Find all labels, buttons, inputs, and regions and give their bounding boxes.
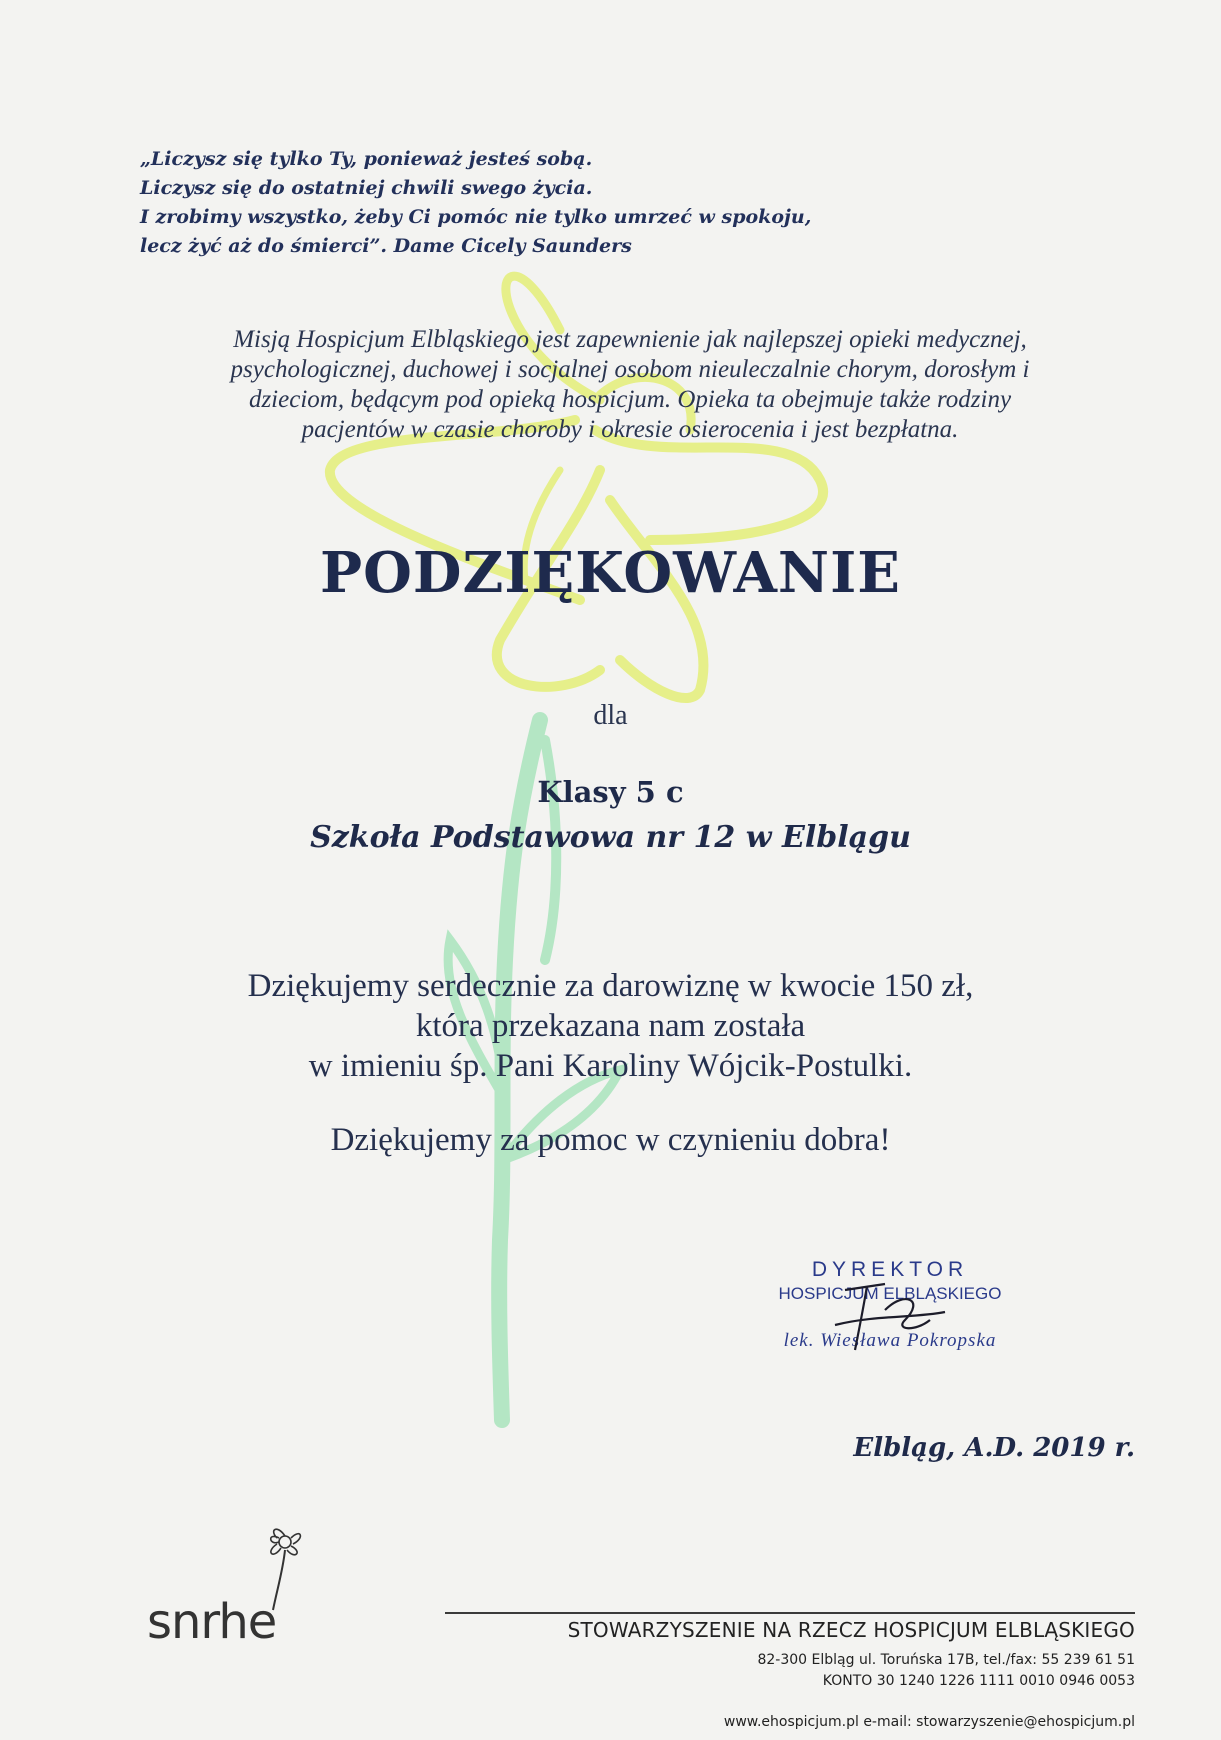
mission-line: psychologicznej, duchowej i socjalnej osobom nieuleczalnie chorym, dorosłym i (230, 356, 1030, 383)
quote-line: lecz żyć aż do śmierci”. Dame Cicely Saunders (140, 235, 632, 257)
quote-block (140, 145, 1000, 261)
recipient-school: Szkoła Podstawowa nr 12 w Elblągu (310, 820, 911, 855)
thanks-line: Dziękujemy serdecznie za darowiznę w kwocie 150 zł, (247, 968, 974, 1004)
signature-scribble (815, 1270, 955, 1360)
footer-contact: www.ehospicjum.pl e-mail: stowarzyszenie@ehospicjum.pl (723, 1714, 1135, 1730)
for-label: dla (593, 700, 628, 731)
closing-thanks: Dziękujemy za pomoc w czynieniu dobra! (330, 1122, 891, 1158)
footer-account: KONTO 30 1240 1226 1111 0010 0946 0053 (822, 1673, 1135, 1689)
mission-line: Misją Hospicjum Elbląskiego jest zapewnienie jak najlepszej opieki medycznej, (233, 326, 1027, 353)
thanks-line: która przekazana nam została (415, 1008, 806, 1044)
footer (430, 1618, 1135, 1730)
stamp-org: HOSPICJUM ELBLĄSKIEGO (778, 1284, 1002, 1303)
recipient-class: Klasy 5 c (537, 775, 684, 809)
mission-line: pacjentów w czasie choroby i okresie osierocenia i jest bezpłatna. (301, 416, 959, 443)
stamp-name: lek. Wiesława Pokropska (783, 1330, 997, 1351)
thanks-text (0, 966, 1221, 1086)
footer-divider (445, 1612, 1135, 1614)
mission-line: dzieciom, będącym pod opieką hospicjum. Opieka ta obejmuje także rodziny (248, 386, 1012, 413)
footer-address: 82-300 Elbląg ul. Toruńska 17B, tel./fax: 55 239 61 51 (757, 1652, 1135, 1668)
association-logo (145, 1520, 375, 1650)
quote-line: „Liczysz się tylko Ty, ponieważ jesteś sobą. (140, 148, 593, 170)
logo-text: snrhe (147, 1594, 277, 1650)
thanks-line: w imieniu śp. Pani Karoliny Wójcik-Postulki. (308, 1048, 913, 1084)
stamp-title: DYREKTOR (811, 1258, 969, 1281)
page-title: PODZIĘKOWANIE (320, 540, 901, 606)
mission-statement (130, 325, 1130, 445)
place-date: Elbląg, A.D. 2019 r. (853, 1433, 1135, 1463)
quote-line: I zrobimy wszystko, żeby Ci pomóc nie tylko umrzeć w spokoju, (140, 206, 812, 228)
footer-org: STOWARZYSZENIE NA RZECZ HOSPICJUM ELBLĄSKIEGO (567, 1618, 1135, 1642)
quote-line: Liczysz się do ostatniej chwili swego życia. (140, 177, 593, 199)
